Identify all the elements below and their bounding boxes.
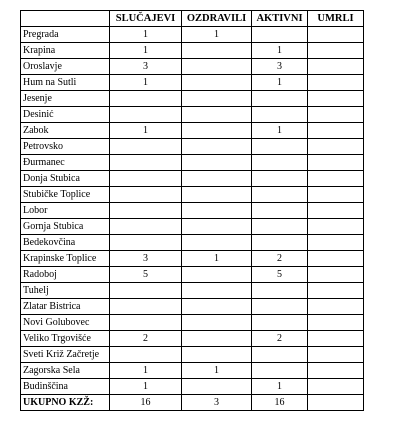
table-row: [21, 43, 364, 59]
deaths-value: [308, 123, 364, 139]
deaths-value: [308, 43, 364, 59]
municipality-name: Petrovsko: [21, 139, 110, 155]
active-value: [252, 27, 308, 43]
recovered-value: [182, 123, 252, 139]
table-row: [21, 331, 364, 347]
deaths-value: [308, 251, 364, 267]
header-row: [21, 11, 364, 27]
deaths-value: [308, 171, 364, 187]
recovered-value: [182, 91, 252, 107]
table-row: [21, 235, 364, 251]
table-row: [21, 75, 364, 91]
total-recovered: 3: [182, 395, 252, 411]
active-value: [252, 139, 308, 155]
deaths-value: [308, 219, 364, 235]
total-row: [21, 395, 364, 411]
deaths-value: [308, 75, 364, 91]
recovered-value: [182, 171, 252, 187]
cases-value: 5: [110, 267, 182, 283]
municipality-name: Tuhelj: [21, 283, 110, 299]
cases-value: [110, 283, 182, 299]
active-value: [252, 203, 308, 219]
recovered-value: [182, 283, 252, 299]
municipality-name: Krapina: [21, 43, 110, 59]
active-value: 1: [252, 43, 308, 59]
cases-value: [110, 155, 182, 171]
active-value: 1: [252, 123, 308, 139]
recovered-value: [182, 219, 252, 235]
table-row: [21, 315, 364, 331]
table-row: [21, 267, 364, 283]
active-value: [252, 315, 308, 331]
header-active: AKTIVNI: [252, 11, 308, 27]
recovered-value: [182, 299, 252, 315]
recovered-value: [182, 331, 252, 347]
deaths-value: [308, 299, 364, 315]
municipality-name: Gornja Stubica: [21, 219, 110, 235]
total-cases: 16: [110, 395, 182, 411]
municipality-name: Jesenje: [21, 91, 110, 107]
cases-value: 3: [110, 59, 182, 75]
active-value: 3: [252, 59, 308, 75]
active-value: 1: [252, 75, 308, 91]
cases-value: 2: [110, 331, 182, 347]
deaths-value: [308, 363, 364, 379]
table-row: [21, 171, 364, 187]
cases-value: [110, 235, 182, 251]
cases-value: 1: [110, 123, 182, 139]
recovered-value: [182, 107, 252, 123]
table-row: [21, 155, 364, 171]
municipality-name: Sveti Križ Začretje: [21, 347, 110, 363]
header-deaths: UMRLI: [308, 11, 364, 27]
recovered-value: [182, 315, 252, 331]
cases-value: 1: [110, 27, 182, 43]
cases-value: [110, 187, 182, 203]
table-row: [21, 219, 364, 235]
deaths-value: [308, 107, 364, 123]
municipality-name: Krapinske Toplice: [21, 251, 110, 267]
active-value: [252, 363, 308, 379]
cases-value: [110, 107, 182, 123]
active-value: 5: [252, 267, 308, 283]
total-active: 16: [252, 395, 308, 411]
cases-value: [110, 347, 182, 363]
table-row: [21, 91, 364, 107]
recovered-value: [182, 347, 252, 363]
deaths-value: [308, 91, 364, 107]
recovered-value: [182, 59, 252, 75]
cases-value: [110, 299, 182, 315]
recovered-value: [182, 75, 252, 91]
table-row: [21, 59, 364, 75]
header-municipality: [21, 11, 110, 27]
municipality-name: Hum na Sutli: [21, 75, 110, 91]
cases-value: 1: [110, 43, 182, 59]
municipality-name: Zabok: [21, 123, 110, 139]
municipality-name: Pregrada: [21, 27, 110, 43]
active-value: 2: [252, 251, 308, 267]
recovered-value: [182, 139, 252, 155]
cases-value: 1: [110, 75, 182, 91]
total-label: UKUPNO KZŽ:: [21, 395, 110, 411]
deaths-value: [308, 139, 364, 155]
deaths-value: [308, 27, 364, 43]
active-value: 2: [252, 331, 308, 347]
municipality-name: Radoboj: [21, 267, 110, 283]
deaths-value: [308, 187, 364, 203]
active-value: [252, 283, 308, 299]
header-cases: SLUČAJEVI: [110, 11, 182, 27]
deaths-value: [308, 59, 364, 75]
recovered-value: [182, 235, 252, 251]
recovered-value: [182, 379, 252, 395]
table-row: [21, 363, 364, 379]
deaths-value: [308, 267, 364, 283]
recovered-value: 1: [182, 251, 252, 267]
municipality-name: Desinić: [21, 107, 110, 123]
deaths-value: [308, 379, 364, 395]
deaths-value: [308, 203, 364, 219]
table-row: [21, 283, 364, 299]
active-value: [252, 299, 308, 315]
municipality-name: Stubičke Toplice: [21, 187, 110, 203]
table-row: [21, 123, 364, 139]
table-row: [21, 203, 364, 219]
active-value: 1: [252, 379, 308, 395]
active-value: [252, 107, 308, 123]
table-row: [21, 299, 364, 315]
cases-value: [110, 171, 182, 187]
municipality-name: Oroslavje: [21, 59, 110, 75]
table-row: [21, 347, 364, 363]
municipality-name: Veliko Trgovišće: [21, 331, 110, 347]
cases-value: [110, 203, 182, 219]
municipality-name: Đurmanec: [21, 155, 110, 171]
table-row: [21, 27, 364, 43]
municipality-name: Donja Stubica: [21, 171, 110, 187]
recovered-value: [182, 187, 252, 203]
recovered-value: [182, 155, 252, 171]
active-value: [252, 187, 308, 203]
municipality-name: Zlatar Bistrica: [21, 299, 110, 315]
recovered-value: [182, 267, 252, 283]
deaths-value: [308, 331, 364, 347]
municipality-name: Novi Golubovec: [21, 315, 110, 331]
deaths-value: [308, 155, 364, 171]
recovered-value: 1: [182, 363, 252, 379]
header-recovered: OZDRAVILI: [182, 11, 252, 27]
active-value: [252, 347, 308, 363]
cases-value: [110, 315, 182, 331]
active-value: [252, 219, 308, 235]
table-row: [21, 187, 364, 203]
municipality-name: Lobor: [21, 203, 110, 219]
deaths-value: [308, 315, 364, 331]
recovered-value: [182, 203, 252, 219]
deaths-value: [308, 347, 364, 363]
deaths-value: [308, 283, 364, 299]
active-value: [252, 235, 308, 251]
cases-value: 1: [110, 363, 182, 379]
municipality-name: Budinščina: [21, 379, 110, 395]
recovered-value: [182, 43, 252, 59]
cases-value: 1: [110, 379, 182, 395]
cases-value: [110, 91, 182, 107]
recovered-value: 1: [182, 27, 252, 43]
table-row: [21, 107, 364, 123]
table-row: [21, 379, 364, 395]
municipality-name: Bedekovčina: [21, 235, 110, 251]
table-body: [21, 27, 364, 395]
total-deaths: [308, 395, 364, 411]
cases-value: 3: [110, 251, 182, 267]
municipality-name: Zagorska Sela: [21, 363, 110, 379]
table-row: [21, 139, 364, 155]
cases-value: [110, 219, 182, 235]
table-row: [21, 251, 364, 267]
covid-cases-table: [20, 10, 364, 411]
active-value: [252, 91, 308, 107]
cases-value: [110, 139, 182, 155]
active-value: [252, 171, 308, 187]
deaths-value: [308, 235, 364, 251]
active-value: [252, 155, 308, 171]
